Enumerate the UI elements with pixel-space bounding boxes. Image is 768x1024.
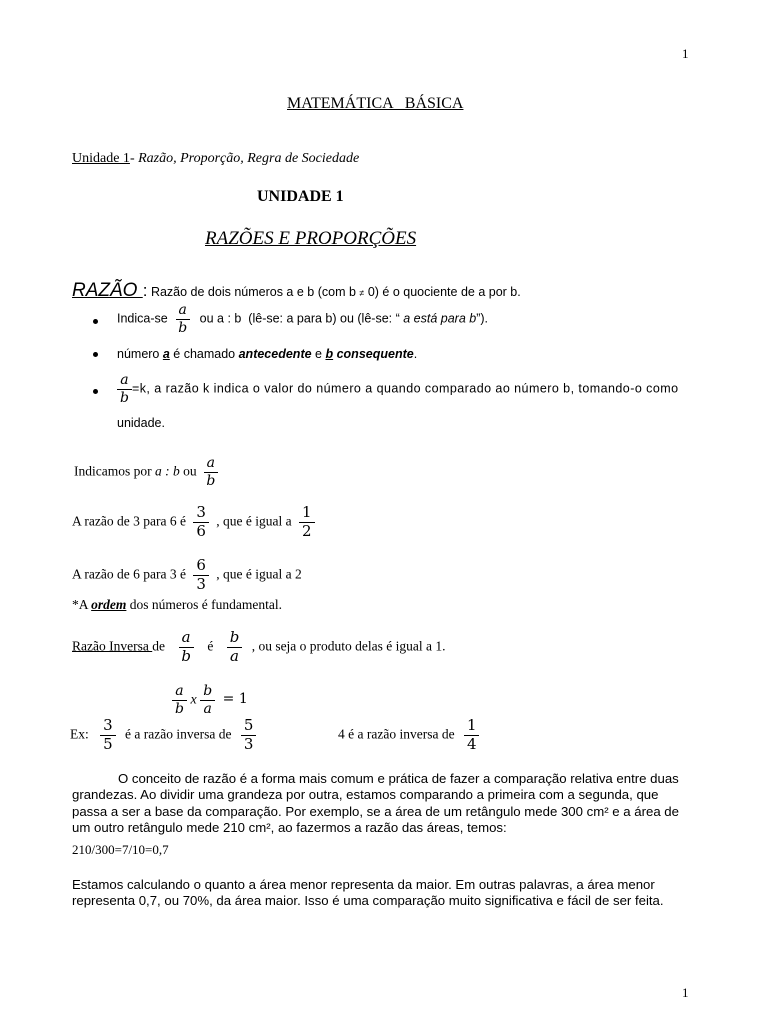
ratio-6-3-line <box>72 558 302 593</box>
ordem-note <box>72 597 282 613</box>
fraction-numerator: 6 <box>193 558 209 576</box>
product-equation <box>172 684 248 716</box>
text-fragment: 4 é a razão inversa de <box>338 726 455 742</box>
fraction-denominator: 3 <box>243 734 254 753</box>
example-line <box>70 718 256 753</box>
fraction-a-b <box>172 684 187 716</box>
fraction-denominator: b <box>178 319 188 336</box>
razao-inversa-line <box>72 630 446 665</box>
text-fragment: . <box>413 347 418 361</box>
fraction-numerator: 3 <box>100 718 116 736</box>
razao-text-after: 0) é o quociente de a por b. <box>364 285 521 299</box>
unit-line <box>72 151 359 167</box>
paragraph-conceito: O conceito de razão é a forma mais comum e prática de fazer a comparação relativa entre duas grandezas. Ao dividir uma grandeza por outra, estamos comparando a primeira com a segunda, que passa a ser a base da comparação. Por exemplo, se a área de um retângulo mede 300 cm² e a área de um outro retângulo mede 210 cm², ao fazermos a razão das áreas, temos: <box>72 771 679 836</box>
calculation-line: 210/300=7/10=0,7 <box>72 842 169 857</box>
fraction-denominator: 4 <box>466 734 477 753</box>
bullet-razao-k <box>117 373 679 405</box>
term-consequente: consequente <box>336 347 414 361</box>
razao-k-text: =k, a razão k indica o valor do número a quando comparado ao número b, tomando-o como <box>131 381 679 396</box>
text-fragment: e <box>311 347 326 361</box>
indica-middle: ou a : b (lê-se: a para b) ou (lê-se: “ <box>196 311 400 326</box>
fraction-numerator: a <box>204 456 218 473</box>
text-fragment: ou <box>179 463 200 479</box>
term-antecedente: antecedente <box>238 347 312 361</box>
razao-text-before: Razão de dois números a e b (com b <box>147 285 360 299</box>
razao-k-text-cont: unidade. <box>117 416 165 430</box>
fraction-numerator: a <box>172 684 186 701</box>
fraction-denominator: b <box>175 700 184 717</box>
page-number-bottom: 1 <box>682 985 689 1000</box>
fraction-denominator: b <box>181 646 191 665</box>
fraction-3-6 <box>193 505 209 540</box>
unit-heading: UNIDADE 1 <box>257 188 344 205</box>
fraction-5-3 <box>241 718 257 753</box>
text-fragment: *A <box>72 597 92 612</box>
fraction-3-5 <box>100 718 116 753</box>
text-fragment: é a razão inversa de <box>125 726 232 742</box>
text-fragment: Indicamos por <box>74 463 155 479</box>
text-fragment: A razão de 3 para 6 é <box>72 513 186 529</box>
text-fragment: dos números é fundamental. <box>126 597 282 612</box>
text-fragment: de <box>152 638 165 654</box>
page-number-top: 1 <box>682 46 689 61</box>
unit-separator: - <box>129 151 139 166</box>
fraction-numerator: 3 <box>193 505 209 523</box>
text-fragment: é <box>207 638 214 654</box>
bullet-dot <box>93 352 98 357</box>
fraction-numerator: b <box>200 684 215 701</box>
bullet-indica <box>117 303 488 335</box>
fraction-1-2 <box>299 505 315 540</box>
razao-inversa-label: Razão Inversa <box>72 638 153 654</box>
unit-label: Unidade 1 <box>72 151 130 166</box>
indica-prefix: Indica-se <box>117 311 168 326</box>
term-a: a <box>162 347 170 361</box>
fraction-denominator: b <box>120 389 129 406</box>
equals-one: = 1 <box>222 691 248 708</box>
fraction-b-a <box>227 630 243 665</box>
ratio-notation: a : b <box>154 463 180 479</box>
fraction-b-a <box>200 684 215 716</box>
example-line-right <box>338 718 479 753</box>
document-title: MATEMÁTICA BÁSICA <box>287 95 464 112</box>
fraction-denominator: 3 <box>196 574 206 593</box>
indicamos-line <box>74 456 218 488</box>
fraction-numerator: 1 <box>464 718 480 736</box>
not-equal-symbol: ≠ <box>359 288 365 298</box>
razao-term: RAZÃO <box>72 280 143 301</box>
fraction-a-b <box>178 630 194 665</box>
bullet-dot <box>93 389 98 394</box>
text-fragment: A razão de 6 para 3 é <box>72 566 186 582</box>
razao-definition <box>72 280 521 302</box>
fraction-numerator: a <box>179 630 194 648</box>
example-label: Ex: <box>70 726 89 742</box>
fraction-a-b <box>175 303 190 335</box>
fraction-numerator: b <box>227 630 243 648</box>
bullet-dot <box>93 319 98 324</box>
term-b: b <box>325 347 334 361</box>
section-heading: RAZÕES E PROPORÇÕES <box>205 228 417 249</box>
text-fragment: , ou seja o produto delas é igual a 1. <box>251 638 446 654</box>
fraction-denominator: 6 <box>196 521 206 540</box>
text-fragment: , que é igual a 2 <box>216 566 302 582</box>
fraction-denominator: a <box>203 700 212 717</box>
fraction-numerator: a <box>117 373 131 390</box>
fraction-denominator: 5 <box>103 734 113 753</box>
fraction-a-b <box>203 456 218 488</box>
razao-colon: : <box>142 281 148 300</box>
indica-suffix: ”). <box>476 311 489 326</box>
text-fragment: é chamado <box>169 347 239 361</box>
term-ordem: ordem <box>91 597 127 612</box>
fraction-numerator: 5 <box>241 718 257 736</box>
bullet-antecedente <box>117 347 417 361</box>
fraction-denominator: 2 <box>301 521 312 540</box>
unit-topics: Razão, Proporção, Regra de Sociedade <box>138 151 360 166</box>
ratio-3-6-line <box>72 505 315 540</box>
fraction-a-b <box>117 373 132 405</box>
fraction-numerator: a <box>176 303 190 320</box>
fraction-1-4 <box>464 718 480 753</box>
text-fragment: número <box>117 347 163 361</box>
paragraph-calculando: Estamos calculando o quanto a área menor representa da maior. Em outras palavras, a área menor representa 0,7, ou 70%, da área maior. Isso é uma comparação muito significativa e fácil de ser feita. <box>72 877 664 909</box>
text-fragment: , que é igual a <box>216 513 292 529</box>
fraction-denominator: a <box>230 646 239 665</box>
fraction-numerator: 1 <box>299 505 315 523</box>
times-sign: x <box>190 692 197 708</box>
fraction-denominator: b <box>206 472 216 489</box>
indica-quote: a está para b <box>399 311 477 326</box>
fraction-6-3 <box>193 558 209 593</box>
